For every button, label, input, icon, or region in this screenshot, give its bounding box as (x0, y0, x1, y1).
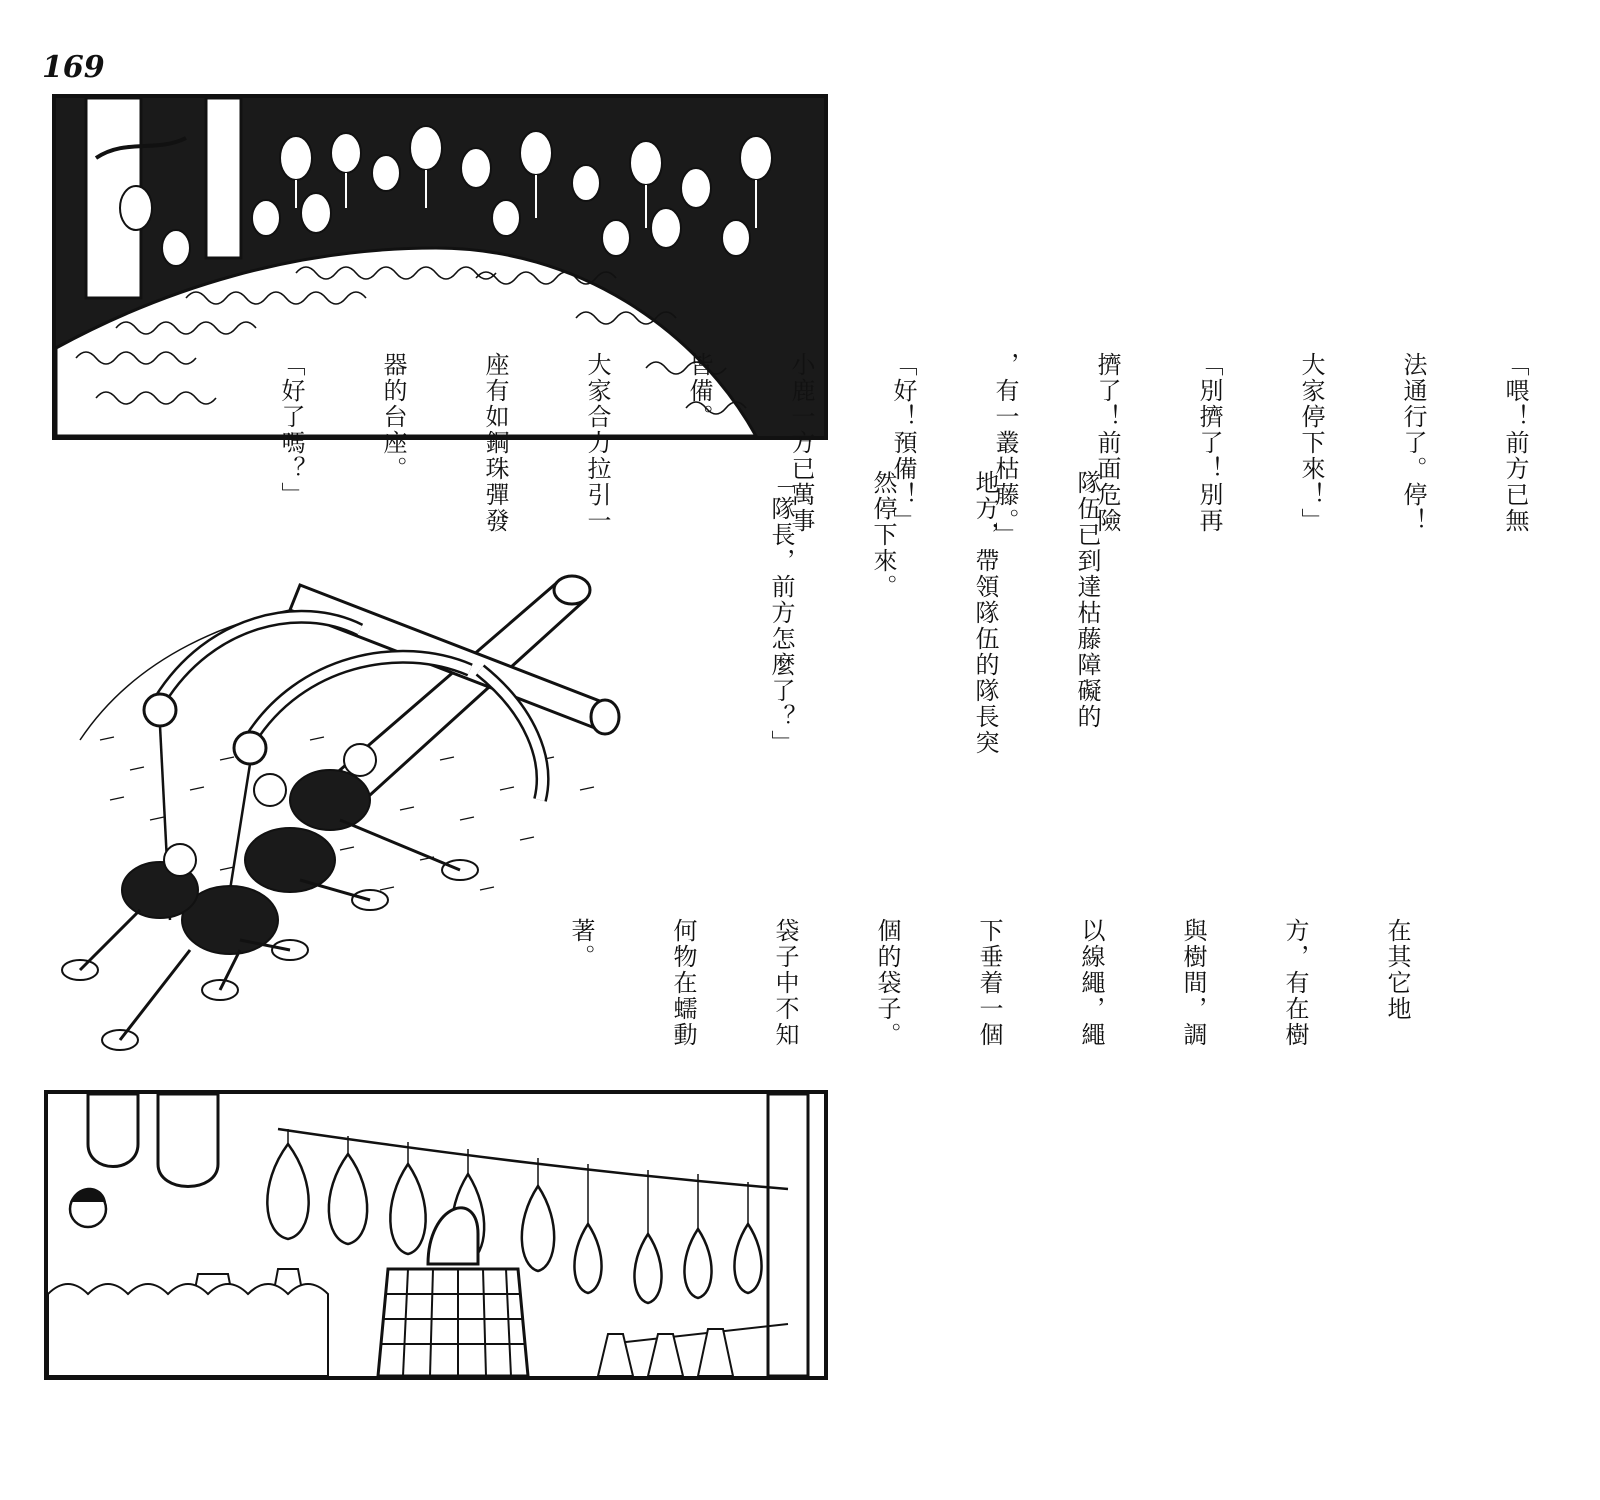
dialogue-line: 「好了嗎？」 (277, 352, 305, 508)
narration-line: 下垂着一個 (975, 918, 1003, 1048)
page-number: 169 (42, 50, 105, 85)
hanging-bags-illustration (48, 1094, 824, 1376)
dialogue-line: 法通行了。停！ (1399, 352, 1427, 534)
dialogue-line: 「別擠了！別再 (1195, 352, 1223, 534)
narration-line: 方，有在樹 (1281, 918, 1309, 1048)
hanging-bags-panel (44, 1090, 828, 1380)
narration-line: 袋子中不知 (771, 918, 799, 1048)
narration-line: 個的袋子。 (873, 918, 901, 1048)
narration-line: 與樹間，調 (1179, 918, 1207, 1048)
dialogue-line: 器的台座。 (379, 352, 407, 482)
narration-line: 何物在蠕動 (669, 918, 697, 1048)
dialogue-line: 皆備。 (685, 352, 713, 430)
narration-caption-bottom (530, 918, 1482, 1098)
narration-line: 在其它地 (1383, 918, 1411, 1022)
narration-line: 地方，帶領隊伍的隊長突 (971, 470, 999, 756)
narration-line: 隊伍已到達枯藤障礙的 (1073, 470, 1101, 730)
narration-caption-top (730, 470, 1172, 770)
dialogue-line: 擠了！前面危險 (1093, 352, 1121, 534)
dialogue-line: 小鹿一方已萬事 (787, 352, 815, 534)
dialogue-line: 大家合力拉引一 (583, 352, 611, 534)
narration-line: 然停下來。 (869, 470, 897, 600)
dialogue-line: ，有一叢枯藤。」 (991, 352, 1019, 548)
dialogue-line: 「好！預備！」 (889, 352, 917, 534)
dialogue-line: 座有如鋼珠彈發 (481, 352, 509, 534)
narration-line: 「隊長，前方怎麼了？」 (767, 470, 795, 756)
dialogue-line: 「喂！前方已無 (1501, 352, 1529, 534)
narration-line: 著。 (567, 918, 595, 970)
narration-line: 以線繩，繩 (1077, 918, 1105, 1048)
dialogue-line: 大家停下來！」 (1297, 352, 1325, 534)
